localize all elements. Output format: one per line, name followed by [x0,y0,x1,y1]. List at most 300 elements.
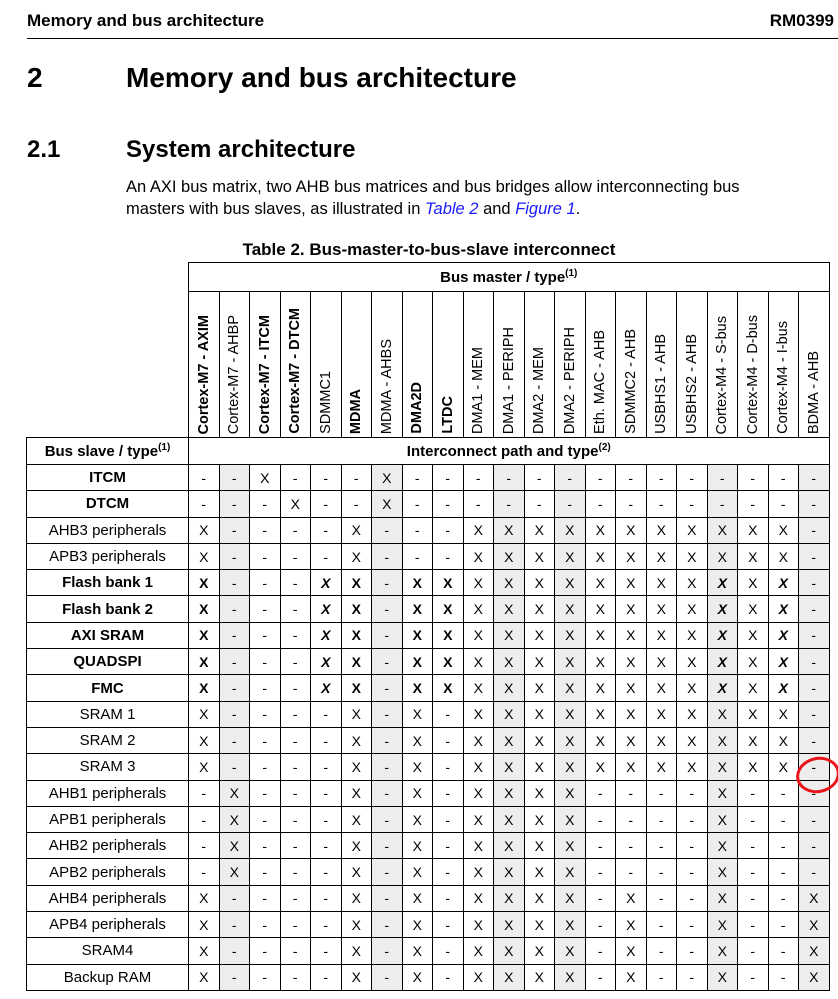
interconnect-cell: - [799,649,830,675]
interconnect-cell: - [799,780,830,806]
interconnect-cell: - [555,465,586,491]
interconnect-cell: X [311,649,342,675]
interconnect-cell: - [433,859,464,885]
interconnect-cell: - [524,491,555,517]
interconnect-cell: X [799,938,830,964]
interconnect-cell: X [707,727,738,753]
interconnect-cell: - [219,701,250,727]
interconnect-cell: - [646,491,677,517]
bus-master-column-header: Cortex-M7 - ITCM [250,292,281,438]
interconnect-cell: X [555,859,586,885]
interconnect-cell: X [707,964,738,990]
section-title: Memory and bus architecture [126,62,517,93]
interconnect-cell: X [555,885,586,911]
bus-slave-label: Backup RAM [27,964,189,990]
interconnect-cell: - [219,675,250,701]
interconnect-cell: X [799,964,830,990]
bus-slave-header: Bus slave / type$^{(1)}$ [27,438,189,465]
interconnect-cell: X [494,701,525,727]
bus-master-column-header: Cortex-M4 - I-bus [768,292,799,438]
interconnect-cell: - [585,780,616,806]
interconnect-cell: - [433,833,464,859]
interconnect-cell: X [402,622,433,648]
bus-master-column-header: DMA1 - MEM [463,292,494,438]
interconnect-cell: X [524,596,555,622]
interconnect-cell: X [494,570,525,596]
table-row [27,701,830,727]
interconnect-table [26,262,830,991]
interconnect-cell: X [738,754,769,780]
interconnect-cell: X [494,622,525,648]
bus-slave-label: APB3 peripherals [27,543,189,569]
interconnect-cell: - [738,885,769,911]
interconnect-cell: X [555,596,586,622]
interconnect-cell: X [707,701,738,727]
interconnect-cell: - [616,780,647,806]
interconnect-cell: - [189,859,220,885]
interconnect-cell: X [341,675,372,701]
interconnect-cell: X [768,675,799,701]
interconnect-cell: X [524,701,555,727]
header-rule [27,38,838,39]
interconnect-cell: X [616,517,647,543]
interconnect-cell: - [219,543,250,569]
interconnect-cell: - [402,543,433,569]
interconnect-cell: - [677,491,708,517]
interconnect-cell: - [524,465,555,491]
interconnect-cell: - [250,649,281,675]
interconnect-cell: X [768,622,799,648]
interconnect-cell: - [738,859,769,885]
interconnect-cell: X [494,859,525,885]
interconnect-cell: - [311,833,342,859]
interconnect-cell: X [524,912,555,938]
interconnect-cell: - [311,780,342,806]
bus-slave-label: Flash bank 1 [27,570,189,596]
interconnect-cell: - [219,727,250,753]
bus-slave-label: ITCM [27,465,189,491]
bus-slave-label: APB4 peripherals [27,912,189,938]
interconnect-cell: - [250,596,281,622]
interconnect-cell: X [341,570,372,596]
interconnect-cell: - [250,491,281,517]
paragraph-text: . [575,200,581,218]
interconnect-cell: X [707,833,738,859]
interconnect-cell: X [738,622,769,648]
table-row [27,833,830,859]
table-row [27,517,830,543]
interconnect-cell: X [524,806,555,832]
interconnect-cell: X [707,622,738,648]
interconnect-cell: - [768,912,799,938]
interconnect-cell: X [585,649,616,675]
interconnect-cell: X [433,622,464,648]
interconnect-cell: - [738,465,769,491]
interconnect-cell: X [494,780,525,806]
bus-slave-label: AXI SRAM [27,622,189,648]
interconnect-cell: X [524,833,555,859]
interconnect-cell: - [280,649,311,675]
interconnect-cell: X [463,964,494,990]
interconnect-cell: - [250,622,281,648]
interconnect-cell: - [311,701,342,727]
interconnect-cell: - [585,833,616,859]
interconnect-cell: X [189,543,220,569]
interconnect-cell: X [341,517,372,543]
table-row [27,596,830,622]
interconnect-cell: X [372,491,403,517]
interconnect-cell: - [585,465,616,491]
interconnect-cell: - [219,754,250,780]
bus-master-column-header: Cortex-M4 - S-bus [707,292,738,438]
interconnect-cell: X [616,675,647,701]
table-row [27,912,830,938]
interconnect-cell: X [402,859,433,885]
interconnect-cell: X [494,727,525,753]
interconnect-cell: - [707,491,738,517]
interconnect-cell: X [402,727,433,753]
interconnect-cell: - [799,727,830,753]
interconnect-cell: X [677,543,708,569]
interconnect-cell: - [799,570,830,596]
interconnect-cell: - [372,859,403,885]
interconnect-cell: - [250,517,281,543]
interconnect-cell: X [585,754,616,780]
interconnect-cell: - [280,675,311,701]
interconnect-cell: X [402,596,433,622]
interconnect-cell: X [524,570,555,596]
interconnect-cell: X [646,543,677,569]
interconnect-cell: X [402,570,433,596]
interconnect-cell: - [677,912,708,938]
interconnect-cell: - [768,806,799,832]
interconnect-cell: X [616,543,647,569]
interconnect-cell: - [768,859,799,885]
interconnect-cell: X [402,964,433,990]
interconnect-cell: X [494,938,525,964]
interconnect-cell: X [768,517,799,543]
interconnect-cell: X [524,727,555,753]
interconnect-cell: - [799,833,830,859]
table-row [27,754,830,780]
interconnect-cell: X [677,727,708,753]
interconnect-cell: X [463,754,494,780]
interconnect-cell: X [494,833,525,859]
interconnect-cell: X [677,570,708,596]
interconnect-cell: X [341,622,372,648]
interconnect-cell: X [402,701,433,727]
interconnect-cell: - [219,622,250,648]
bus-master-column-header: Cortex-M7 - AHBP [219,292,250,438]
interconnect-cell: X [189,675,220,701]
interconnect-cell: - [677,964,708,990]
bus-slave-label: DTCM [27,491,189,517]
interconnect-cell: X [524,517,555,543]
interconnect-cell: - [250,964,281,990]
interconnect-cell: X [524,754,555,780]
interconnect-cell: X [463,543,494,569]
interconnect-cell: - [646,859,677,885]
interconnect-cell: - [311,491,342,517]
interconnect-cell: - [372,727,403,753]
interconnect-cell: - [311,543,342,569]
interconnect-cell: X [341,754,372,780]
interconnect-cell: - [189,491,220,517]
document-id: RM0399 [769,11,834,30]
bus-slave-label: SRAM 3 [27,754,189,780]
interconnect-cell: X [768,596,799,622]
interconnect-cell: - [799,596,830,622]
interconnect-cell: - [677,806,708,832]
interconnect-cell: - [189,833,220,859]
table-2-link[interactable]: Table 2 [424,200,479,218]
interconnect-cell: - [250,806,281,832]
interconnect-cell: X [616,649,647,675]
bus-master-column-header: Cortex-M7 - DTCM [280,292,311,438]
interconnect-cell: X [707,649,738,675]
interconnect-cell: X [524,859,555,885]
bus-master-header: Bus master / type$^{(1)}$ [189,263,830,292]
interconnect-cell: - [768,465,799,491]
interconnect-cell: X [646,622,677,648]
interconnect-cell: X [494,517,525,543]
bus-master-column-header: DMA2 - MEM [524,292,555,438]
interconnect-cell: - [219,465,250,491]
bus-slave-label: AHB3 peripherals [27,517,189,543]
interconnect-cell: X [402,754,433,780]
interconnect-cell: X [463,570,494,596]
running-header-title: Memory and bus architecture [27,11,265,30]
interconnect-cell: X [799,885,830,911]
bus-master-column-header: DMA2 - PERIPH [555,292,586,438]
interconnect-cell: X [616,570,647,596]
interconnect-cell: - [768,964,799,990]
interconnect-cell: - [219,938,250,964]
interconnect-cell: X [433,649,464,675]
interconnect-cell: - [646,964,677,990]
interconnect-cell: - [311,727,342,753]
interconnect-cell: - [280,754,311,780]
table-row [27,727,830,753]
interconnect-cell: - [280,859,311,885]
interconnect-cell: X [616,912,647,938]
interconnect-cell: X [341,596,372,622]
interconnect-cell: - [799,491,830,517]
table-row [27,885,830,911]
bus-master-column-header: MDMA [341,292,372,438]
bus-master-column-header: USBHS2 - AHB [677,292,708,438]
interconnect-cell: - [250,570,281,596]
interconnect-cell: X [189,596,220,622]
interconnect-cell: - [433,780,464,806]
interconnect-cell: X [616,938,647,964]
bus-slave-label: AHB4 peripherals [27,885,189,911]
interconnect-cell: X [219,780,250,806]
interconnect-cell: X [585,570,616,596]
interconnect-cell: - [372,833,403,859]
interconnect-cell: X [646,701,677,727]
interconnect-cell: X [494,675,525,701]
interconnect-cell: - [280,517,311,543]
interconnect-cell: - [494,465,525,491]
interconnect-cell: X [677,517,708,543]
bus-slave-label: SRAM 1 [27,701,189,727]
interconnect-cell: X [555,543,586,569]
interconnect-cell: X [189,701,220,727]
interconnect-cell: X [341,964,372,990]
interconnect-cell: X [463,833,494,859]
interconnect-cell: X [402,938,433,964]
interconnect-cell: X [707,517,738,543]
figure-1-link[interactable]: Figure 1 [515,200,576,218]
interconnect-cell: - [677,833,708,859]
interconnect-cell: - [768,885,799,911]
interconnect-cell: X [524,649,555,675]
interconnect-cell: X [677,596,708,622]
interconnect-cell: X [402,833,433,859]
interconnect-cell: X [402,806,433,832]
interconnect-cell: X [585,517,616,543]
interconnect-cell: X [463,727,494,753]
table-row [27,465,830,491]
interconnect-cell: X [616,701,647,727]
interconnect-cell: - [250,701,281,727]
interconnect-cell: - [280,806,311,832]
interconnect-cell: - [799,859,830,885]
interconnect-cell: - [280,727,311,753]
interconnect-cell: - [585,964,616,990]
interconnect-cell: - [616,833,647,859]
interconnect-cell: X [524,780,555,806]
interconnect-cell: - [677,465,708,491]
interconnect-cell: X [616,622,647,648]
interconnect-cell: - [433,938,464,964]
interconnect-cell: - [219,596,250,622]
interconnect-cell: X [189,622,220,648]
interconnect-cell: X [585,622,616,648]
interconnect-cell: X [616,964,647,990]
interconnect-cell: - [311,885,342,911]
interconnect-cell: X [768,570,799,596]
interconnect-cell: - [341,491,372,517]
interconnect-cell: - [402,517,433,543]
bus-master-column-header: MDMA - AHBS [372,292,403,438]
interconnect-cell: X [341,859,372,885]
interconnect-cell: - [189,780,220,806]
interconnect-cell: - [250,859,281,885]
interconnect-cell: - [768,780,799,806]
subsection-number: 2.1 [27,136,61,163]
interconnect-cell: X [463,859,494,885]
table-corner [27,263,189,292]
interconnect-cell: - [250,912,281,938]
interconnect-cell: X [494,964,525,990]
interconnect-cell: X [463,938,494,964]
interconnect-cell: X [494,754,525,780]
interconnect-cell: X [707,885,738,911]
interconnect-cell: - [372,806,403,832]
interconnect-cell: X [402,649,433,675]
interconnect-cell: X [341,649,372,675]
interconnect-cell: - [311,912,342,938]
interconnect-cell: - [585,859,616,885]
interconnect-cell: - [280,543,311,569]
interconnect-cell: - [585,806,616,832]
interconnect-cell: - [219,491,250,517]
interconnect-cell: - [433,543,464,569]
interconnect-cell: X [555,517,586,543]
interconnect-cell: X [707,912,738,938]
interconnect-cell: - [768,491,799,517]
interconnect-cell: - [372,517,403,543]
interconnect-cell: - [494,491,525,517]
interconnect-cell: X [402,780,433,806]
interconnect-cell: X [585,675,616,701]
interconnect-cell: X [707,754,738,780]
interconnect-cell: X [555,622,586,648]
interconnect-cell: X [494,543,525,569]
interconnect-cell: - [585,885,616,911]
interconnect-cell: - [738,964,769,990]
interconnect-cell: - [372,649,403,675]
interconnect-cell: X [463,596,494,622]
interconnect-cell: X [524,543,555,569]
interconnect-cell: - [799,675,830,701]
interconnect-cell: X [189,964,220,990]
interconnect-cell: - [738,491,769,517]
interconnect-cell: X [555,649,586,675]
interconnect-cell: - [646,833,677,859]
interconnect-cell: - [250,885,281,911]
table-row [27,570,830,596]
interconnect-cell: X [768,754,799,780]
interconnect-cell: X [646,649,677,675]
interconnect-cell: - [311,806,342,832]
interconnect-cell: - [372,964,403,990]
interconnect-cell: X [524,675,555,701]
interconnect-cell: - [463,491,494,517]
interconnect-cell: - [463,465,494,491]
table-row [27,622,830,648]
interconnect-cell: X [707,938,738,964]
interconnect-cell: - [555,491,586,517]
table-row [27,964,830,990]
interconnect-cell: X [189,570,220,596]
interconnect-cell: X [555,938,586,964]
interconnect-cell: - [646,938,677,964]
interconnect-cell: - [219,570,250,596]
interconnect-cell: - [616,465,647,491]
interconnect-cell: X [585,596,616,622]
interconnect-cell: X [219,859,250,885]
interconnect-cell: X [555,912,586,938]
interconnect-cell: X [402,912,433,938]
interconnect-cell: - [280,885,311,911]
interconnect-cell: X [555,964,586,990]
interconnect-cell: - [219,885,250,911]
interconnect-cell: - [768,833,799,859]
interconnect-cell: X [555,806,586,832]
bus-master-column-header: Cortex-M7 - AXIM [189,292,220,438]
interconnect-cell: X [341,701,372,727]
interconnect-cell: - [799,517,830,543]
bus-master-column-header: USBHS1 - AHB [646,292,677,438]
interconnect-cell: X [494,649,525,675]
interconnect-cell: - [646,465,677,491]
interconnect-cell: X [677,649,708,675]
interconnect-cell: X [707,596,738,622]
interconnect-cell: - [738,780,769,806]
